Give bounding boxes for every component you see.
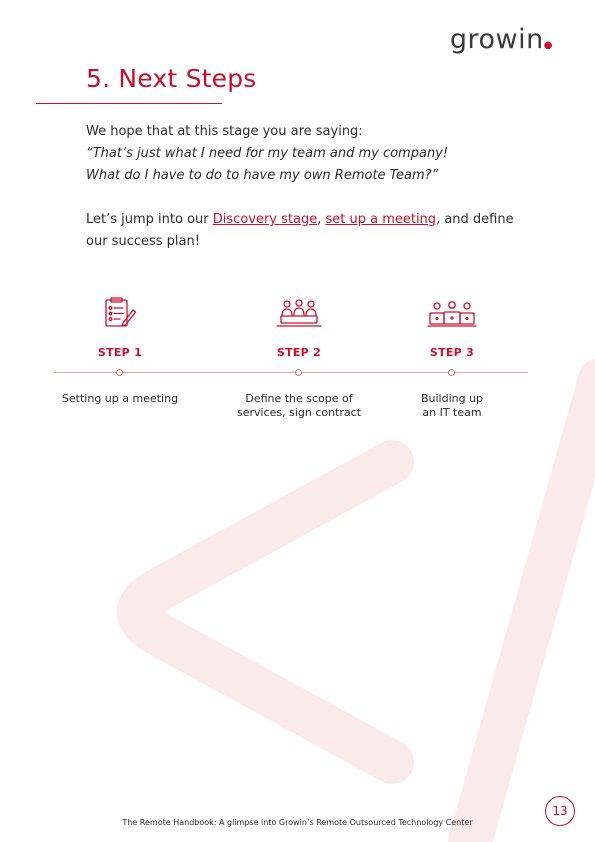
intro-text [86, 121, 526, 253]
set-up-meeting-link[interactable]: set up a meeting [325, 212, 437, 227]
cta-separator: , [317, 212, 326, 227]
meeting-table-icon [275, 298, 323, 328]
logo-dot: ● [543, 40, 553, 51]
cta-suffix: , and define our success plan! [86, 212, 514, 249]
growin-logo [450, 26, 553, 53]
step-2-description-line-2: services, sign contract [236, 406, 362, 419]
intro-quote-line-1: “That’s just what I need for my team and my company! [86, 146, 449, 161]
call-to-action [86, 209, 526, 253]
logo-text: growin [449, 24, 544, 55]
page-number: 13 [545, 796, 575, 826]
team-computers-icon [427, 300, 477, 328]
section-title: 5. Next Steps [86, 64, 257, 93]
step-2-description-line-1: Define the scope of [245, 392, 353, 405]
step-2-description [224, 392, 374, 420]
step-1-label: STEP 1 [97, 346, 143, 359]
title-underline [36, 103, 222, 104]
step-3-label: STEP 3 [429, 346, 475, 359]
footer-text: The Remote Handbook: A glimpse into Growin’s Remote Outsourced Technology Center [122, 818, 473, 827]
step-3-description [377, 392, 527, 420]
intro-line: We hope that at this stage you are saying: [86, 124, 363, 139]
cta-prefix: Let’s jump into our [86, 212, 213, 227]
step-2-marker [295, 369, 302, 376]
step-1-description-line-1: Setting up a meeting [61, 392, 179, 405]
step-3-description-line-1: Building up [420, 392, 484, 405]
checklist-pencil-icon [103, 296, 137, 330]
discovery-stage-link[interactable]: Discovery stage [212, 212, 318, 227]
intro-quote-line-2: What do I have to do to have my own Remote Team?” [86, 168, 439, 183]
step-1-marker [116, 369, 123, 376]
steps-timeline [54, 372, 528, 373]
step-3-description-line-2: an IT team [422, 406, 482, 419]
step-3-marker [448, 369, 455, 376]
step-2-label: STEP 2 [276, 346, 322, 359]
step-1-description [45, 392, 195, 406]
